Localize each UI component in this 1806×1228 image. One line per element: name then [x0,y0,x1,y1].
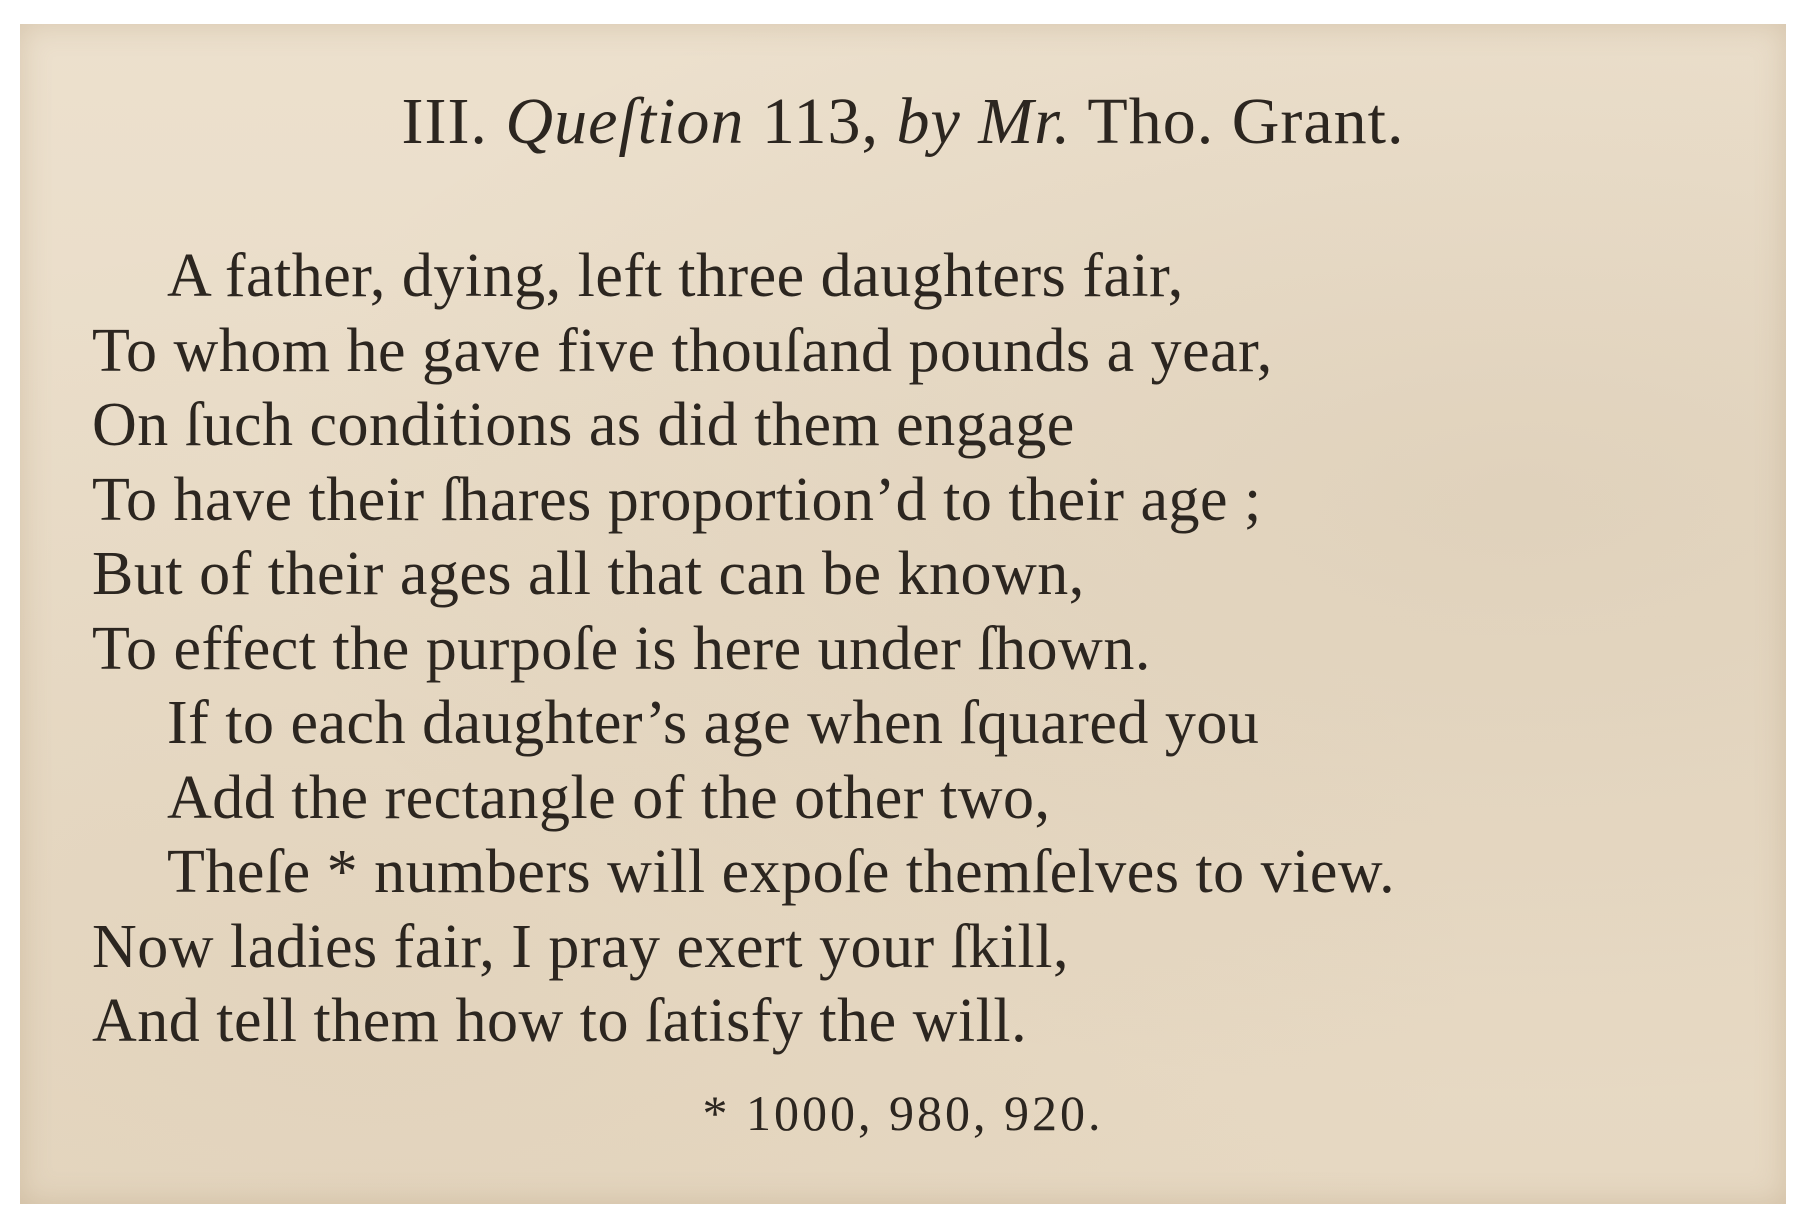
heading-numeral: III. [401,85,488,158]
verse-line: On ſuch conditions as did them engage [92,391,1075,459]
heading-author: Tho. Grant. [1087,85,1405,158]
heading-by: by Mr. [896,85,1072,158]
verse-line: To effect the purpoſe is here under ſhown. [92,614,1151,683]
verse-line: Theſe * numbers will expoſe themſelves to view. [167,838,1396,906]
verse-line: To whom he gave five thouſand pounds a year, [92,316,1273,385]
verse [92,239,1752,1059]
verse-line: Now ladies fair, I pray exert your ſkill, [92,912,1069,981]
heading-number: 113, [761,85,879,158]
footnote: * 1000, 980, 920. [702,1085,1104,1141]
verse-line: A father, dying, left three daughters fair, [167,242,1184,310]
verse-line: Add the rectangle of the other two, [167,763,1051,832]
verse-line: But of their ages all that can be known, [92,540,1085,608]
verse-line: To have their ſhares proportion’d to their age ; [92,465,1262,534]
heading-question-word: Queſtion [505,85,745,158]
page [20,24,1786,1204]
question-heading [20,84,1786,160]
verse-line: And tell them how to ſatisfy the will. [92,987,1028,1055]
verse-line: If to each daughter’s age when ſquared you [167,689,1260,757]
